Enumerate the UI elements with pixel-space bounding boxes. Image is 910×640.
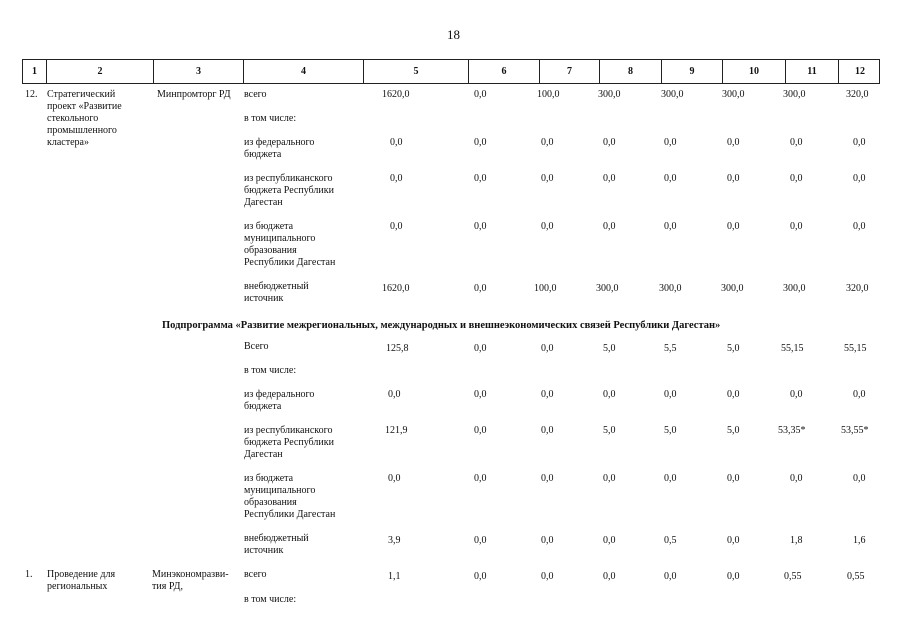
page-number: 18 [447, 27, 460, 42]
sub-row-federal-label: из федерального бюджета [244, 389, 315, 412]
value-cell: 0,55 [847, 571, 865, 582]
value-cell: 0,0 [853, 173, 866, 184]
value-cell: 0,0 [474, 473, 487, 484]
value-cell: 0,0 [474, 571, 487, 582]
header-col-2: 2 [47, 60, 154, 83]
value-cell: 1620,0 [382, 283, 410, 294]
value-cell: 0,0 [603, 137, 616, 148]
value-cell: 300,0 [596, 283, 619, 294]
value-cell: 0,0 [790, 473, 803, 484]
value-cell: 0,0 [541, 535, 554, 546]
value-cell: 1620,0 [382, 89, 410, 100]
header-col-12: 12 [855, 66, 865, 77]
value-cell: 0,0 [390, 173, 403, 184]
table-header [22, 59, 880, 84]
sub-row-municipal-label: из бюджета муниципального образования Республики Дагестан [244, 473, 336, 520]
value-cell: 1,1 [388, 571, 401, 582]
section-12-executor: Минпромторг РД [157, 89, 231, 100]
value-cell: 0,0 [790, 389, 803, 400]
s12-row-extrabudget-label: внебюджетный источник [244, 281, 309, 304]
sub-row-republic-label: из республиканского бюджета Республики Дагестан [244, 425, 334, 460]
value-cell: 0,0 [474, 425, 487, 436]
s12-row-including-label: в том числе: [244, 113, 297, 124]
header-col-6: 6 [469, 60, 540, 83]
value-cell: 0,0 [603, 571, 616, 582]
header-col-4: 4 [244, 60, 364, 83]
value-cell: 55,15 [781, 343, 804, 354]
s12-row-republic-label: из республиканского бюджета Республики Дагестан [244, 173, 334, 208]
value-cell: 100,0 [537, 89, 560, 100]
s12-row-total-label: всего [244, 89, 267, 100]
value-cell: 0,0 [853, 473, 866, 484]
value-cell: 5,0 [603, 343, 616, 354]
sub-row-total-label: Всего [244, 341, 269, 352]
value-cell: 1,6 [853, 535, 866, 546]
value-cell: 320,0 [846, 89, 869, 100]
value-cell: 53,55* [841, 425, 869, 436]
header-col-11: 11 [786, 60, 839, 83]
value-cell: 0,0 [474, 89, 487, 100]
value-cell: 300,0 [661, 89, 684, 100]
value-cell: 0,0 [603, 221, 616, 232]
section-1-title: Проведение для региональных [47, 569, 116, 592]
value-cell: 300,0 [721, 283, 744, 294]
value-cell: 0,0 [727, 137, 740, 148]
value-cell: 0,0 [474, 221, 487, 232]
value-cell: 0,0 [603, 535, 616, 546]
value-cell: 0,0 [603, 173, 616, 184]
value-cell: 0,0 [390, 137, 403, 148]
value-cell: 3,9 [388, 535, 401, 546]
value-cell: 0,5 [664, 535, 677, 546]
section-12-title: Стратегический проект «Развитие стекольного промышленного кластера» [47, 89, 122, 148]
value-cell: 0,0 [541, 571, 554, 582]
subprogram-title: Подпрограмма «Развитие межрегиональных, международных и внешнеэкономических связей Республики Дагестан» [162, 320, 721, 331]
value-cell: 53,35* [778, 425, 806, 436]
value-cell: 0,0 [790, 173, 803, 184]
value-cell: 0,0 [727, 221, 740, 232]
value-cell: 0,0 [541, 343, 554, 354]
value-cell: 0,0 [388, 473, 401, 484]
sub-row-including-label: в том числе: [244, 365, 297, 376]
header-col-9: 9 [662, 60, 723, 83]
value-cell: 0,0 [664, 473, 677, 484]
value-cell: 5,0 [727, 343, 740, 354]
value-cell: 0,0 [727, 571, 740, 582]
value-cell: 0,0 [541, 137, 554, 148]
value-cell: 0,0 [474, 343, 487, 354]
value-cell: 0,0 [541, 173, 554, 184]
header-col-1: 1 [23, 60, 47, 83]
value-cell: 0,0 [853, 221, 866, 232]
value-cell: 0,0 [727, 173, 740, 184]
s12-row-municipal-label: из бюджета муниципального образования Республики Дагестан [244, 221, 336, 268]
value-cell: 0,0 [474, 137, 487, 148]
value-cell: 0,0 [727, 389, 740, 400]
section-12-number: 12. [25, 89, 38, 100]
value-cell: 5,0 [664, 425, 677, 436]
s1-row-total-label: всего [244, 569, 267, 580]
value-cell: 0,0 [603, 389, 616, 400]
header-col-10: 10 [723, 60, 786, 83]
section-1-number: 1. [25, 569, 33, 580]
value-cell: 1,8 [790, 535, 803, 546]
value-cell: 121,9 [385, 425, 408, 436]
header-col-8: 8 [600, 60, 662, 83]
s12-row-federal-label: из федерального бюджета [244, 137, 315, 160]
value-cell: 0,0 [390, 221, 403, 232]
value-cell: 0,0 [664, 173, 677, 184]
s1-row-including-label: в том числе: [244, 594, 297, 605]
value-cell: 55,15 [844, 343, 867, 354]
value-cell: 0,0 [541, 389, 554, 400]
value-cell: 0,0 [727, 535, 740, 546]
value-cell: 0,55 [784, 571, 802, 582]
value-cell: 300,0 [659, 283, 682, 294]
value-cell: 5,0 [603, 425, 616, 436]
value-cell: 0,0 [664, 571, 677, 582]
value-cell: 0,0 [664, 137, 677, 148]
sub-row-extrabudget-label: внебюджетный источник [244, 533, 309, 556]
value-cell: 0,0 [474, 389, 487, 400]
value-cell: 5,5 [664, 343, 677, 354]
value-cell: 100,0 [534, 283, 557, 294]
value-cell: 0,0 [474, 283, 487, 294]
value-cell: 0,0 [541, 221, 554, 232]
header-col-3: 3 [154, 60, 244, 83]
value-cell: 0,0 [790, 137, 803, 148]
value-cell: 0,0 [474, 173, 487, 184]
value-cell: 0,0 [541, 425, 554, 436]
value-cell: 0,0 [388, 389, 401, 400]
value-cell: 0,0 [664, 389, 677, 400]
value-cell: 0,0 [664, 221, 677, 232]
value-cell: 0,0 [853, 137, 866, 148]
header-col-7: 7 [540, 60, 600, 83]
header-col-5: 5 [364, 60, 469, 83]
value-cell: 320,0 [846, 283, 869, 294]
value-cell: 0,0 [853, 389, 866, 400]
value-cell: 300,0 [598, 89, 621, 100]
value-cell: 125,8 [386, 343, 409, 354]
value-cell: 0,0 [603, 473, 616, 484]
value-cell: 300,0 [783, 283, 806, 294]
value-cell: 0,0 [474, 535, 487, 546]
value-cell: 300,0 [783, 89, 806, 100]
value-cell: 0,0 [790, 221, 803, 232]
value-cell: 5,0 [727, 425, 740, 436]
value-cell: 0,0 [541, 473, 554, 484]
value-cell: 0,0 [727, 473, 740, 484]
section-1-executor: Минэкономразви- тия РД, [152, 569, 229, 592]
value-cell: 300,0 [722, 89, 745, 100]
